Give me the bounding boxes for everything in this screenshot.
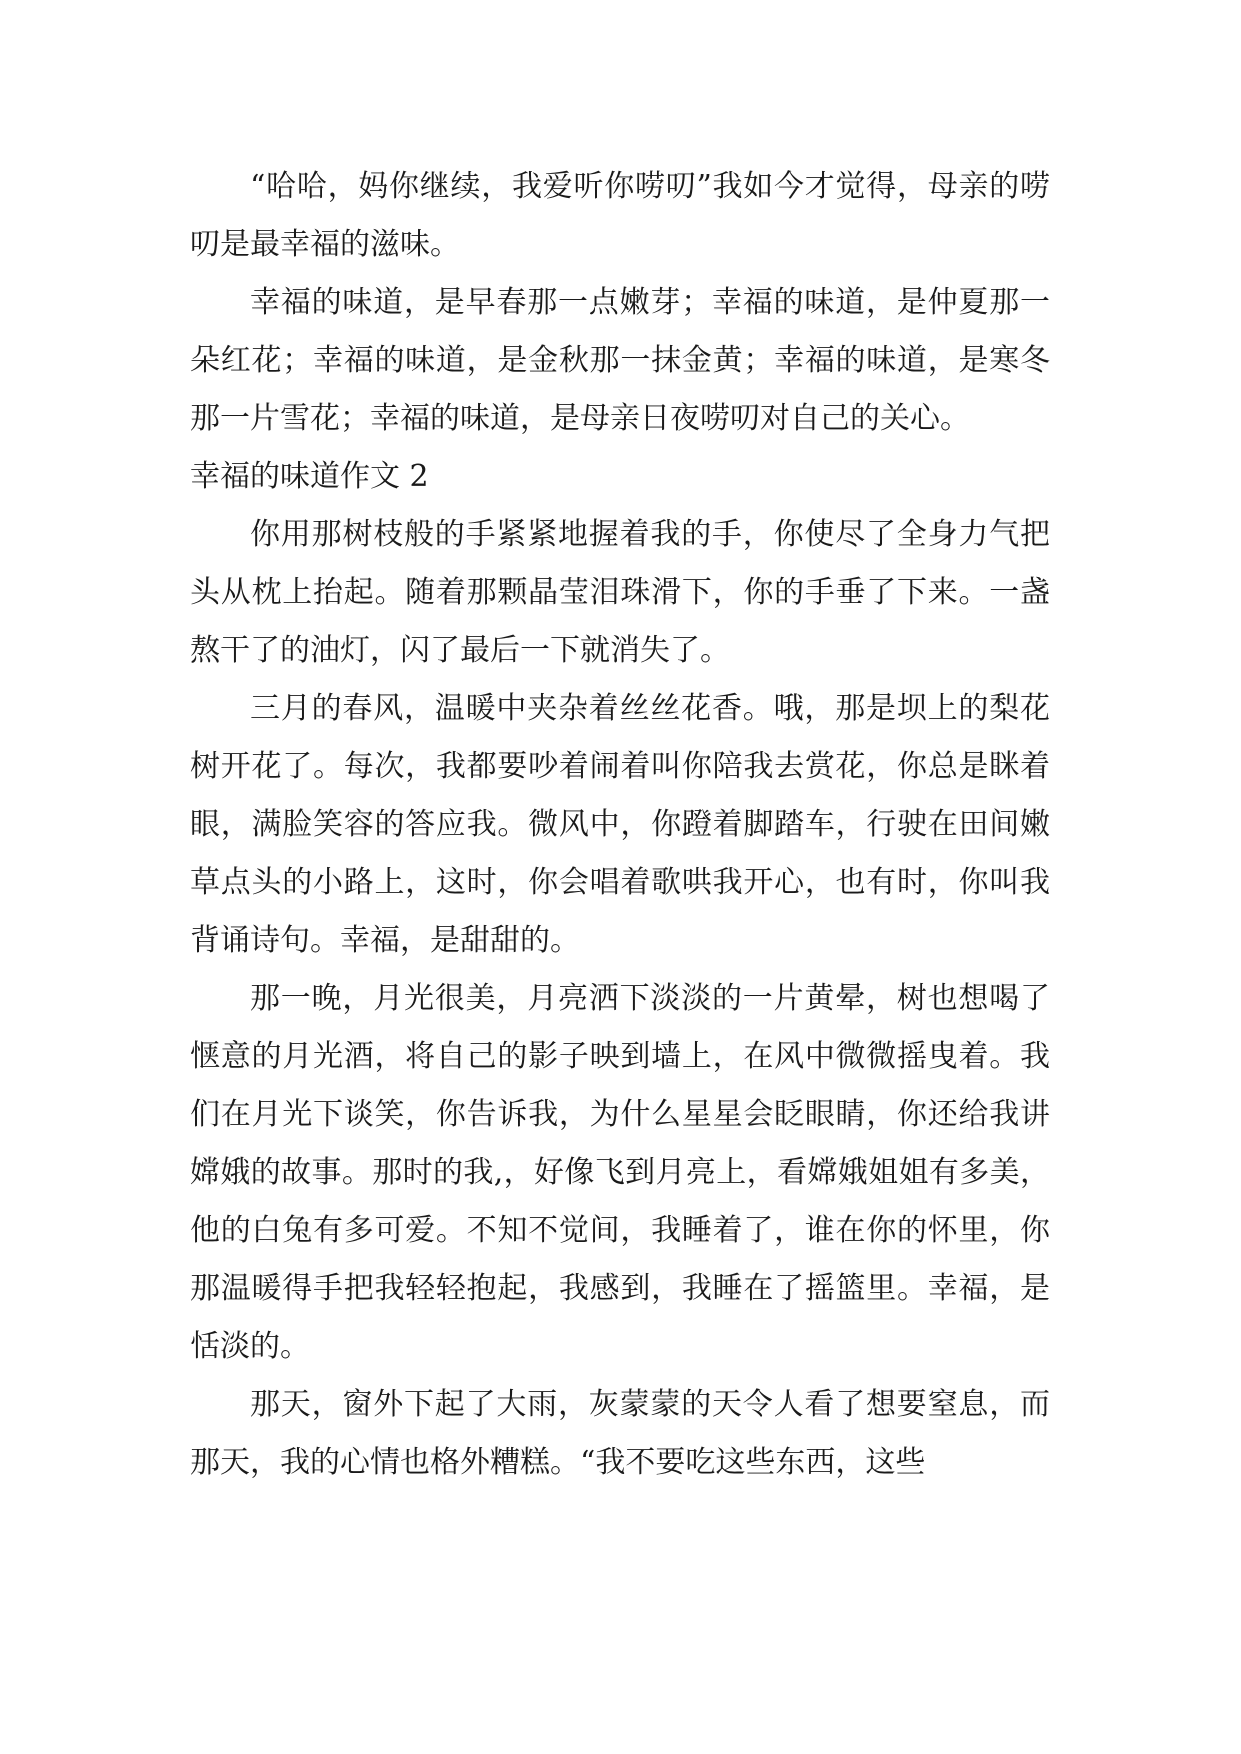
document-body: [190, 158, 1050, 1492]
paragraph-taste-of-happiness-seasons: 幸福的味道，是早春那一点嫩芽；幸福的味道，是仲夏那一朵红花；幸福的味道，是金秋那一抹金黄；幸福的味道，是寒冬那一片雪花；幸福的味道，是母亲日夜唠叨对自己的关心。: [190, 285, 1050, 436]
paragraph-rainy-day: 那天，窗外下起了大雨，灰蒙蒙的天令人看了想要窒息，而那天，我的心情也格外糟糕。“我不要吃这些东西，这些: [190, 1387, 1050, 1480]
paragraph-hand-holding: 你用那树枝般的手紧紧地握着我的手，你使尽了全身力气把头从枕上抬起。随着那颗晶莹泪珠滑下，你的手垂了下来。一盏熬干了的油灯，闪了最后一下就消失了。: [190, 517, 1050, 668]
paragraph-spring-wind: 三月的春风，温暖中夹杂着丝丝花香。哦，那是坝上的梨花树开花了。每次，我都要吵着闹着叫你陪我去赏花，你总是眯着眼，满脸笑容的答应我。微风中，你蹬着脚踏车，行驶在田间嫩草点头的小路上，这时，你会唱着歌哄我开心，也有时，你叫我背诵诗句。幸福，是甜甜的。: [190, 691, 1050, 958]
paragraph-mother-nagging: “哈哈，妈你继续，我爱听你唠叨”我如今才觉得，母亲的唠叨是最幸福的滋味。: [190, 169, 1050, 262]
paragraph-moonlight-night: 那一晚，月光很美，月亮洒下淡淡的一片黄晕，树也想喝了惬意的月光酒，将自己的影子映到墙上，在风中微微摇曳着。我们在月光下谈笑，你告诉我，为什么星星会眨眼睛，你还给我讲嫦娥的故事。那时的我,，好像飞到月亮上，看嫦娥姐姐有多美，他的白兔有多可爱。不知不觉间，我睡着了，谁在你的怀里，你那温暖得手把我轻轻抱起，我感到，我睡在了摇篮里。幸福，是恬淡的。: [190, 981, 1050, 1364]
essay-heading: 幸福的味道作文 2: [190, 459, 429, 494]
